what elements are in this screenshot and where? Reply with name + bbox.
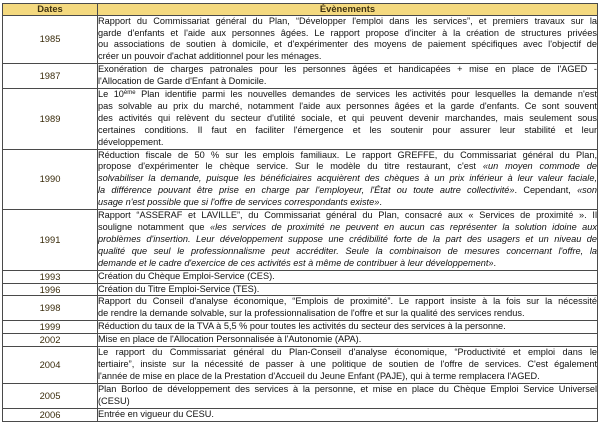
event-text: (CESU) [98, 395, 130, 406]
event-text: tertiaire”, insiste sur la nécessité de passer à une politique de soutien de l'offre de services. C'est également [98, 358, 597, 369]
event-year: 1990 [39, 173, 61, 185]
event-line [98, 28, 597, 40]
event-cell [98, 15, 598, 64]
date-cell [3, 347, 98, 384]
event-text: Plan identifie parmi les nouvelles demandes de services les activités pour lesquelles la demande n'est [135, 89, 597, 100]
quoted-text: problèmes d'insertion. Leur développement suppose une crédibilité forte de la part des usagers et un niveau de [98, 233, 597, 244]
event-cell [98, 408, 598, 421]
event-line [98, 258, 597, 270]
event-line [98, 308, 597, 320]
event-year: 1989 [39, 112, 61, 124]
event-text: Mise en place de l'Allocation Personnalisée à l'Autonomie (APA). [98, 334, 362, 345]
table-row [3, 383, 598, 408]
event-text: Plan Borloo de développement des services à la personne, et mise en place du Chèque Emploi Service Universel [98, 383, 597, 394]
quoted-text: «son [577, 185, 597, 196]
event-line [98, 150, 597, 162]
events-header-label: Évènements [319, 3, 376, 14]
table-row [3, 283, 598, 296]
event-line [98, 296, 597, 308]
table-row [3, 89, 598, 150]
event-text: souligne notamment que [98, 222, 210, 232]
event-text: l'Allocation de Garde d'Enfant à Domicile. [98, 76, 267, 87]
event-line [98, 384, 597, 396]
event-text: de rendre la demande solvable, sur la professionnalisation de l'offre et sur la qualité des services rendus. [98, 308, 525, 319]
event-year: 2006 [39, 408, 61, 420]
event-line [98, 396, 597, 408]
event-line [98, 409, 597, 421]
event-cell [98, 270, 598, 283]
event-text: Création du Chèque Emploi-Service (CES). [98, 270, 275, 281]
date-cell [3, 334, 98, 347]
event-text: pas solvable au prix du marché, notamment l'aide aux personnes âgées et la garde d'enfants. Ce sont souvent [98, 100, 597, 111]
event-text: Réduction du taux de la TVA à 5,5 % pour toutes les activités du secteur des services à la personne. [98, 321, 506, 332]
date-cell [3, 210, 98, 271]
event-text: propose d'expérimenter le chèque service. Sur le modèle du titre restaurant, c'est [98, 161, 483, 172]
quoted-text: solvabiliser la demande, puisque les bénéficiaires acquièrent des chèques à un prix inférieur à leur valeur faciale, [98, 173, 597, 184]
event-year: 2002 [39, 334, 61, 346]
date-cell [3, 89, 98, 150]
event-year: 1999 [39, 321, 61, 333]
event-line [98, 222, 597, 234]
quoted-text: la différence pouvant être prise en charge par l'employeur, l'État ou toute autre collectivité» [98, 185, 515, 196]
event-text: . [379, 197, 382, 208]
table-row [3, 408, 598, 421]
event-text: Exonération de charges patronales pour les personnes âgées et handicapées + mise en place de l'AGED - [98, 64, 597, 75]
event-line [98, 359, 597, 371]
event-line [98, 334, 597, 346]
event-text: . [493, 257, 497, 268]
event-text: Rapport “ASSERAF et LAVILLE”, du Commissariat général du Plan, consacré aux « Services de proximité ». Il [98, 210, 597, 221]
event-text: l'année de mise en place de la Prestation d'Accueil du Jeune Enfant (PAJE), qui à terme remplacera l'AGED. [98, 370, 540, 381]
event-year: 1985 [39, 33, 61, 45]
date-cell [3, 15, 98, 64]
quoted-text: «les services de proximité ne peuvent en aucun cas représenter la solution idoine aux [209, 222, 597, 232]
date-cell [3, 383, 98, 408]
event-text: Le 10 [98, 89, 124, 100]
event-line [98, 51, 597, 63]
date-cell [3, 283, 98, 296]
event-text: Création du Titre Emploi-Service (TES). [98, 283, 260, 294]
event-line [98, 161, 597, 173]
event-text: Entrée en vigueur du CESU. [98, 408, 214, 419]
event-cell [98, 210, 598, 271]
table-row [3, 210, 598, 271]
table-row [3, 149, 598, 210]
table-row [3, 15, 598, 64]
event-cell [98, 383, 598, 408]
event-text: garde d'enfants et l'aide aux personnes âgées. Le rapport propose d'inciter à la création de structures privées [98, 27, 597, 38]
event-line [98, 39, 597, 51]
event-cell [98, 321, 598, 334]
event-cell [98, 296, 598, 321]
quoted-text: qualité que seul le professionnalisme peut accréditer. Seule la combinaison de mesures concernant l'offre, la [98, 245, 597, 256]
event-year: 1987 [39, 70, 61, 82]
dates-column-header [3, 4, 98, 16]
table-row [3, 64, 598, 89]
event-cell [98, 283, 598, 296]
dates-header-label: Dates [37, 3, 63, 14]
event-line [98, 89, 597, 101]
event-year: 1991 [39, 233, 61, 245]
event-cell [98, 149, 598, 210]
event-year: 1998 [39, 302, 61, 314]
table-row [3, 321, 598, 334]
quoted-text: usage n'est possible que si l'offre de services correspondants existe» [98, 197, 380, 208]
event-line [98, 185, 597, 197]
event-line [98, 16, 597, 28]
date-cell [3, 64, 98, 89]
date-cell [3, 321, 98, 334]
event-year: 1996 [39, 283, 61, 295]
date-cell [3, 296, 98, 321]
table-row [3, 296, 598, 321]
table-row [3, 334, 598, 347]
table-row [3, 347, 598, 384]
event-year: 2005 [39, 389, 61, 401]
ordinal-superscript: ème [123, 90, 136, 97]
event-year: 2004 [39, 358, 61, 370]
event-line [98, 76, 597, 88]
event-line [98, 347, 597, 359]
event-text: Le rapport du Commissariat général du Plan-Conseil d'analyse économique, “Productivité et emploi dans le [98, 347, 597, 358]
event-text: Rapport du Commissariat général du Plan, “Développer l'emploi dans les services”, et premiers travaux sur la [98, 15, 597, 26]
event-line [98, 101, 597, 113]
quoted-text: «un moyen commode de [482, 161, 597, 172]
chronology-table [2, 3, 598, 422]
event-line [98, 173, 597, 185]
event-text: Rapport du Conseil d'analyse économique, “Emplois de proximité”. Le rapport insiste à la fois sur la nécessité [98, 296, 597, 307]
table-body [3, 15, 598, 421]
event-line [98, 371, 597, 383]
event-line [98, 125, 597, 137]
event-cell [98, 347, 598, 384]
event-line [98, 210, 597, 222]
event-line [98, 197, 597, 209]
date-cell [3, 408, 98, 421]
event-line [98, 64, 597, 76]
event-text: . Cependant, [514, 185, 578, 196]
event-cell [98, 64, 598, 89]
event-cell [98, 334, 598, 347]
event-text: développement. [98, 136, 164, 147]
header-row [3, 4, 598, 16]
event-line [98, 137, 597, 149]
table-row [3, 270, 598, 283]
table-header [3, 4, 598, 16]
event-year: 1993 [39, 270, 61, 282]
event-line [98, 246, 597, 258]
event-text: certaines conditions. Il faut en faciliter l'émergence et les soutenir pour assurer leur stabilité et leur [98, 124, 597, 135]
event-text: des activités qui relèvent du secteur d'utilité sociale, et qui peuvent devenir marchandes, mais seulement sous [98, 112, 597, 123]
event-line [98, 234, 597, 246]
event-text: créer un pouvoir d'achat additionnel pour les ménages. [98, 51, 322, 62]
date-cell [3, 149, 98, 210]
date-cell [3, 270, 98, 283]
event-line [98, 113, 597, 125]
events-column-header [98, 4, 598, 16]
quoted-text: demande et le cadre d'exercice de ces activités est à même de contribuer à leur développement» [98, 257, 494, 268]
event-cell [98, 89, 598, 150]
event-line [98, 271, 597, 283]
event-text: ou associations de soutien à domicile, et d'expérimenter des moyens de paiement spécifiques avec l'objectif de [98, 39, 597, 50]
event-line [98, 284, 597, 296]
event-text: Réduction fiscale de 50 % sur les emplois familiaux. Le rapport GREFFE, du Commissariat général du Plan, [98, 149, 597, 160]
event-line [98, 321, 597, 333]
